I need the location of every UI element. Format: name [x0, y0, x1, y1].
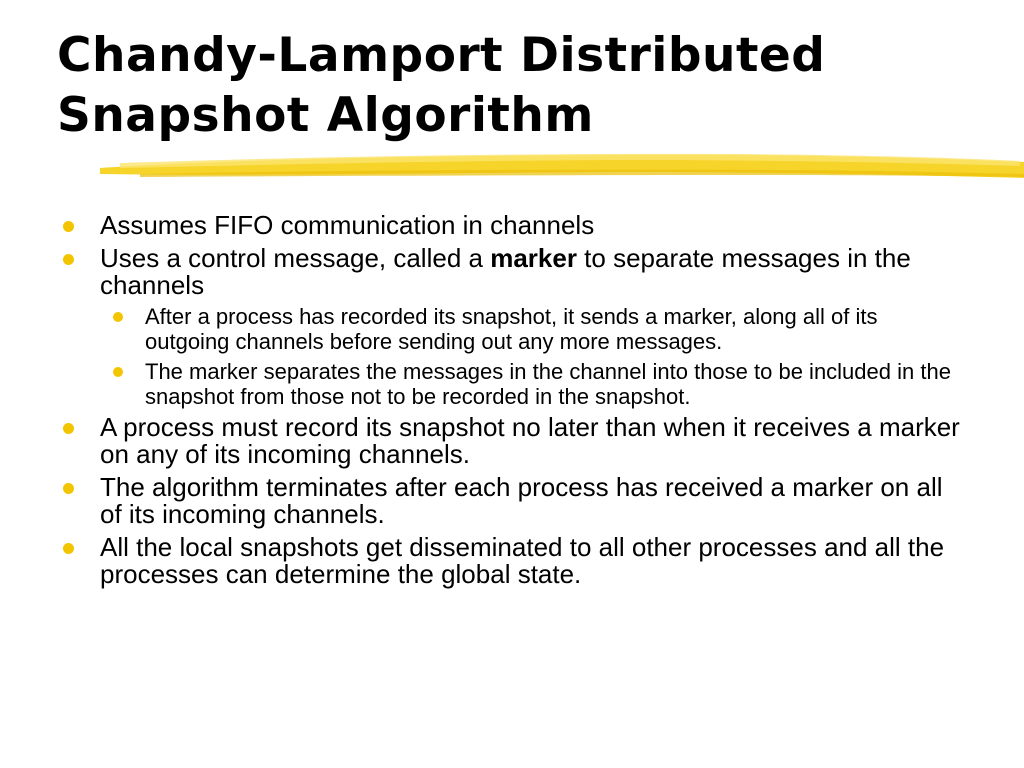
bullet-dot-icon: [113, 359, 123, 384]
bullet-dot-icon: [113, 304, 123, 329]
bullet-dot: [113, 312, 123, 322]
bullet-text-bold: marker: [490, 243, 577, 273]
sub-bullet-list: [60, 304, 960, 409]
bullet-dot-icon: [63, 535, 74, 562]
slide-title: Chandy-Lamport Distributed Snapshot Algorithm: [57, 28, 826, 143]
bullet-list: [60, 212, 960, 594]
bullet-dot-icon: [63, 475, 74, 502]
bullet-dot-icon: [63, 213, 74, 240]
bullet-text-after: to separate messages in the channels: [100, 243, 911, 300]
sub-bullet-item: [60, 304, 960, 354]
bullet-dot-icon: [63, 415, 74, 442]
bullet-item: [60, 245, 960, 299]
bullet-text-before: Uses a control message, called a: [100, 243, 491, 273]
sub-bullet-item: [60, 359, 960, 409]
bullet-dot: [63, 543, 74, 554]
bullet-dot: [63, 221, 74, 232]
bullet-text: All the local snapshots get disseminated to all other processes and all the processes can determine the global state.: [100, 532, 945, 589]
bullet-dot: [63, 423, 74, 434]
bullet-item: [60, 414, 960, 468]
bullet-dot: [63, 254, 74, 265]
bullet-text: A process must record its snapshot no later than when it receives a marker on any of its incoming channels.: [100, 412, 960, 469]
bullet-dot-icon: [63, 246, 74, 273]
bullet-item: [60, 534, 960, 588]
highlighter-underline: [100, 148, 1024, 188]
bullet-dot: [113, 367, 123, 377]
bullet-text: Assumes FIFO communication in channels: [100, 210, 595, 240]
sub-bullet-text: After a process has recorded its snapshot, it sends a marker, along all of its outgoing channels before sending out any more messages.: [145, 304, 878, 354]
bullet-item: [60, 474, 960, 528]
bullet-text: The algorithm terminates after each process has received a marker on all of its incoming channels.: [100, 472, 943, 529]
sub-bullet-text: The marker separates the messages in the channel into those to be included in the snapshot from those not to be recorded in the snapshot.: [145, 359, 951, 409]
bullet-dot: [63, 483, 74, 494]
bullet-item: [60, 212, 960, 239]
